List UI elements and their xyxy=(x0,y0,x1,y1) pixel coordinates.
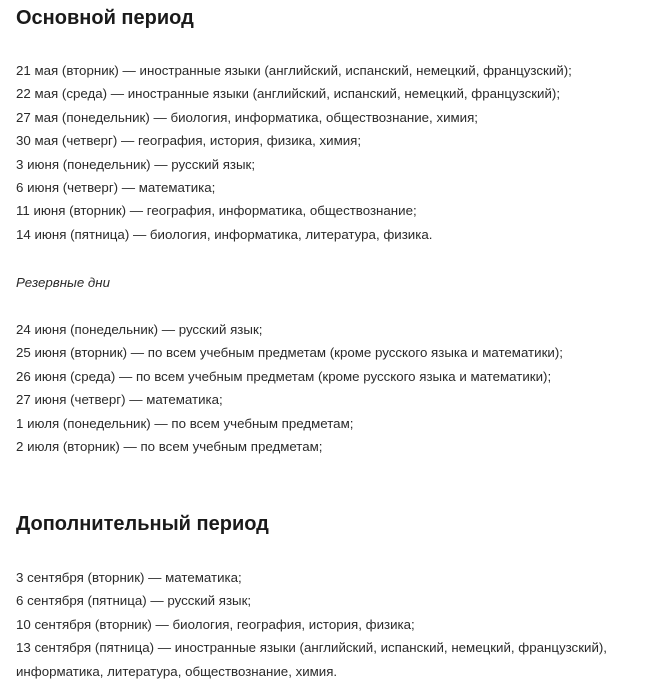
list-item: 25 июня (вторник) — по всем учебным предметам (кроме русского языка и математики); xyxy=(16,345,563,361)
main-period-list xyxy=(16,59,572,246)
list-item: 3 июня (понедельник) — русский язык; xyxy=(16,156,256,172)
list-item: 6 июня (четверг) — математика; xyxy=(16,180,216,196)
list-item: 6 сентября (пятница) — русский язык; xyxy=(16,593,252,609)
reserve-days-label: Резервные дни xyxy=(16,275,110,290)
list-item: 27 мая (понедельник) — биология, информатика, обществознание, химия; xyxy=(16,109,478,125)
list-item: 11 июня (вторник) — география, информатика, обществознание; xyxy=(16,203,417,219)
list-item: 22 мая (среда) — иностранные языки (английский, испанский, немецкий, французский); xyxy=(16,86,561,102)
main-period-title: Основной период xyxy=(16,7,194,29)
list-item: 27 июня (четверг) — математика; xyxy=(16,392,223,408)
list-item: 26 июня (среда) — по всем учебным предметам (кроме русского языка и математики); xyxy=(16,368,552,384)
list-item: 24 июня (понедельник) — русский язык; xyxy=(16,322,263,337)
list-item: 21 мая (вторник) — иностранные языки (английский, испанский, немецкий, французский); xyxy=(16,63,572,78)
list-item: 2 июля (вторник) — по всем учебным предметам; xyxy=(16,439,323,455)
list-item: 30 мая (четверг) — география, история, физика, химия; xyxy=(16,133,362,149)
list-item: 13 сентября (пятница) — иностранные языки (английский, испанский, немецкий, французский), информатика, литература, обществознание, химия. xyxy=(16,640,608,679)
list-item: 3 сентября (вторник) — математика; xyxy=(16,570,242,585)
additional-period-title: Дополнительный период xyxy=(16,513,269,535)
additional-period-list xyxy=(16,566,652,683)
list-item: 1 июля (понедельник) — по всем учебным предметам; xyxy=(16,415,354,431)
reserve-days-list xyxy=(16,318,563,458)
list-item: 14 июня (пятница) — биология, информатика, литература, физика. xyxy=(16,226,433,242)
list-item: 10 сентября (вторник) — биология, география, история, физика; xyxy=(16,616,415,632)
